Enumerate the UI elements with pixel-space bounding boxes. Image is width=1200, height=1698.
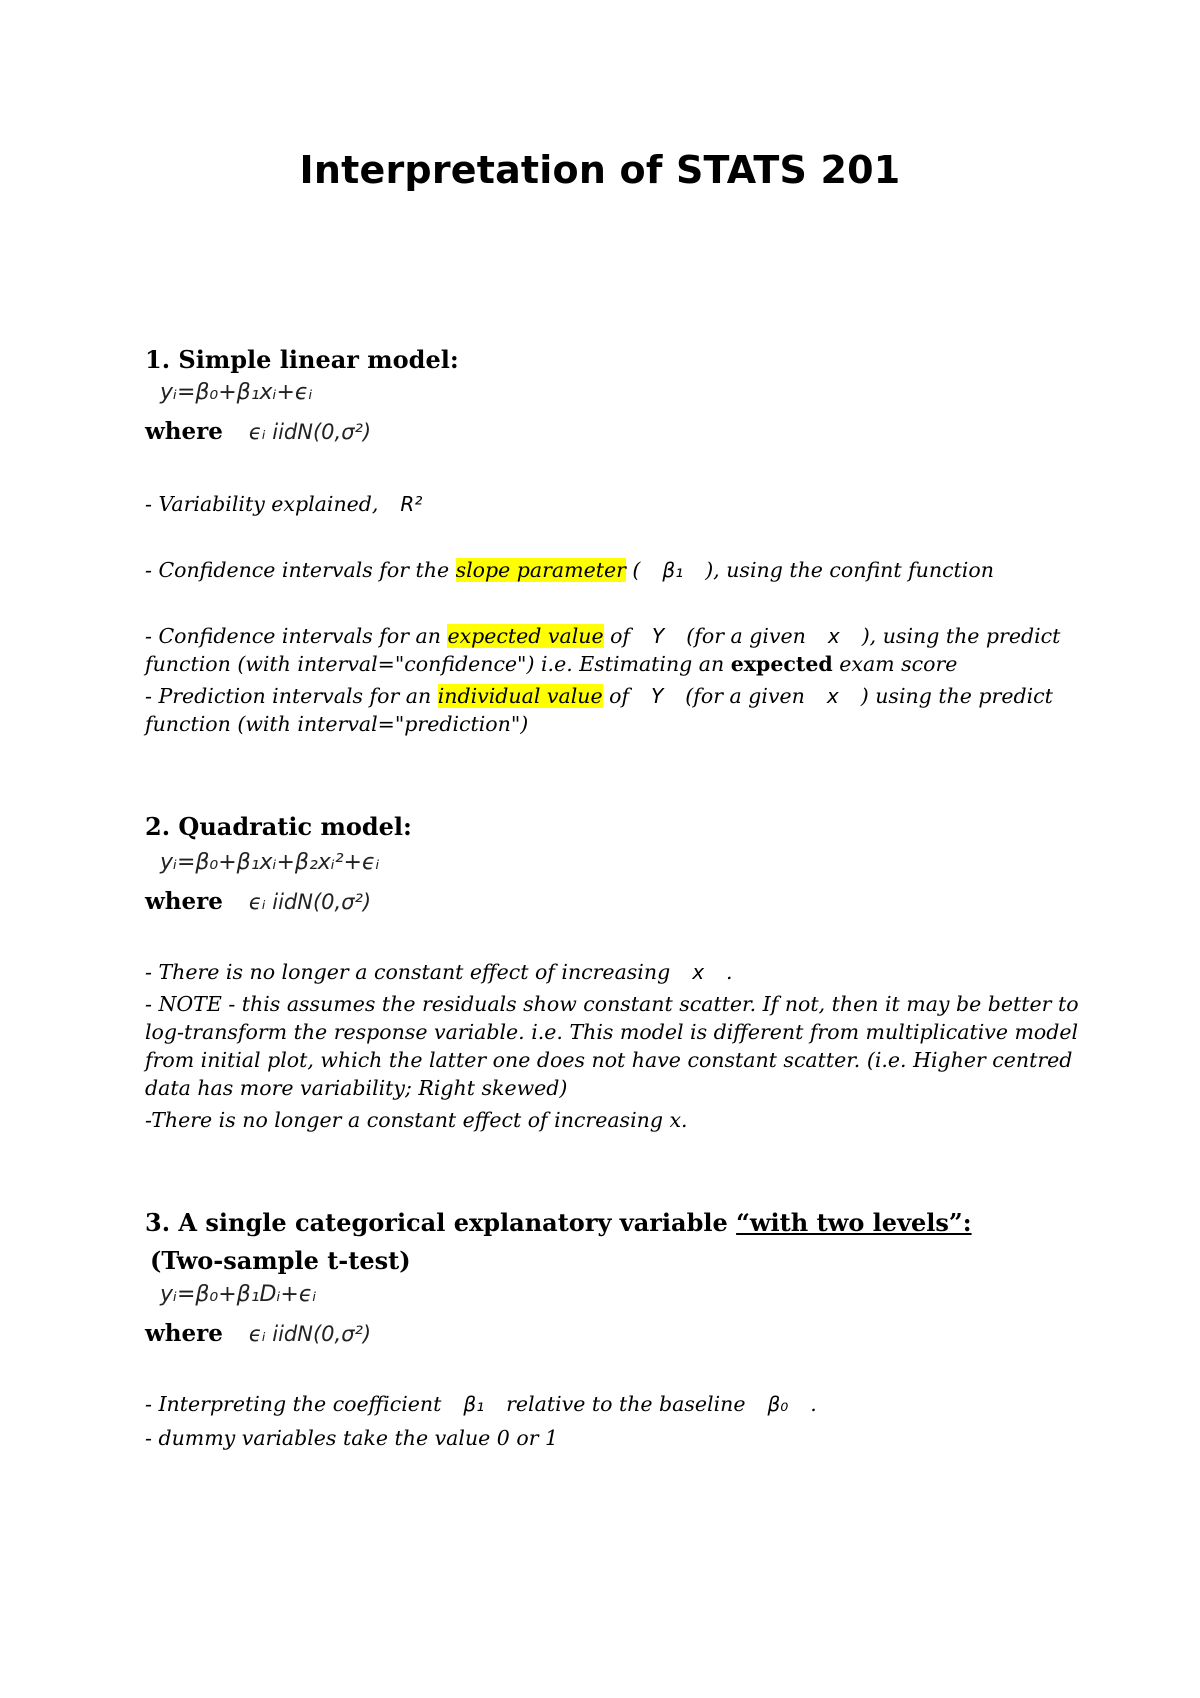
variability-explained-line [145,492,444,516]
beta1-symbol: β₁ [463,1392,485,1416]
section3-where [145,1320,371,1347]
error-distribution: ϵᵢ iidN(0,σ²) [248,1322,372,1346]
ci-expected-text: - Confidence intervals for an [145,624,448,648]
pi-line [145,684,1053,708]
no-constant-effect-repeat: -There is no longer a constant effect of increasing x. [145,1108,688,1132]
ci-slope-line [145,558,994,582]
beta1-symbol: β₁ [662,558,684,582]
section2-heading: 2. Quadratic model: [145,812,412,841]
error-distribution: ϵᵢ iidN(0,σ²) [248,890,372,914]
note-line-3: from initial plot, which the latter one does not have constant scatter. (i.e. Higher centred [145,1048,1073,1072]
section3-subheading: (Two-sample t-test) [150,1246,411,1275]
note-line-1: - NOTE - this assumes the residuals show constant scatter. If not, then it may be better to [145,992,1079,1016]
highlight-slope-parameter: slope parameter [455,558,626,582]
where-label: where [145,418,223,445]
x-symbol: x [826,684,839,708]
ci-slope-text: - Confidence intervals for the [145,558,456,582]
where-label: where [145,1320,223,1347]
error-distribution: ϵᵢ iidN(0,σ²) [248,420,372,444]
pi-given: (for a given [685,684,805,708]
dummy-variables-line: - dummy variables take the value 0 or 1 [145,1426,559,1450]
interpret-mid: relative to the baseline [506,1392,746,1416]
section3-heading-text: 3. A single categorical explanatory variable [145,1208,737,1237]
ci-expected-line2-text: function (with interval="confidence") i.e. Estimating an [145,652,731,676]
y-symbol: Y [652,624,665,648]
beta0-symbol: β₀ [767,1392,789,1416]
variability-text: - Variability explained, [145,492,379,516]
note-line-4: data has more variability; Right skewed) [145,1076,568,1100]
section2-where [145,888,371,915]
no-constant-effect-line [145,960,733,984]
x-symbol: x [827,624,840,648]
section1-where [145,418,371,445]
interpret-text: - Interpreting the coefficient [145,1392,442,1416]
section3-heading [145,1208,972,1237]
ci-expected-of: of [603,624,631,648]
note-line-2: log-transform the response variable. i.e. This model is different from multiplicative model [145,1020,1079,1044]
section3-equation: yᵢ=β₀+β₁Dᵢ+ϵᵢ [160,1282,317,1307]
section3-heading-underlined: “with two levels”: [736,1208,972,1237]
no-constant-suffix: . [726,960,733,984]
ci-slope-suffix: ), using the confint function [705,558,994,582]
ci-expected-line [145,624,1060,648]
interpret-coefficient-line [145,1392,817,1416]
ci-expected-suffix: ), using the predict [861,624,1061,648]
expected-bold: expected [730,652,833,676]
pi-suffix: ) using the predict [860,684,1053,708]
no-constant-text: - There is no longer a constant effect of increasing [145,960,671,984]
pi-line-2: function (with interval="prediction") [145,712,529,736]
page-title: Interpretation of STATS 201 [299,148,901,192]
ci-expected-line2-suffix: exam score [832,652,958,676]
y-symbol: Y [651,684,664,708]
pi-text: - Prediction intervals for an [145,684,438,708]
ci-slope-paren: ( [625,558,641,582]
section1-equation: yᵢ=β₀+β₁xᵢ+ϵᵢ [160,380,313,405]
highlight-individual-value: individual value [437,684,603,708]
ci-expected-given: (for a given [686,624,806,648]
interpret-suffix: . [810,1392,817,1416]
section1-heading: 1. Simple linear model: [145,345,459,374]
highlight-expected-value: expected value [447,624,604,648]
ci-expected-line-2 [145,652,957,676]
pi-of: of [602,684,630,708]
section2-equation: yᵢ=β₀+β₁xᵢ+β₂xᵢ²+ϵᵢ [160,850,380,875]
x-symbol: x [692,960,705,984]
where-label: where [145,888,223,915]
r-squared-symbol: R² [400,492,423,516]
